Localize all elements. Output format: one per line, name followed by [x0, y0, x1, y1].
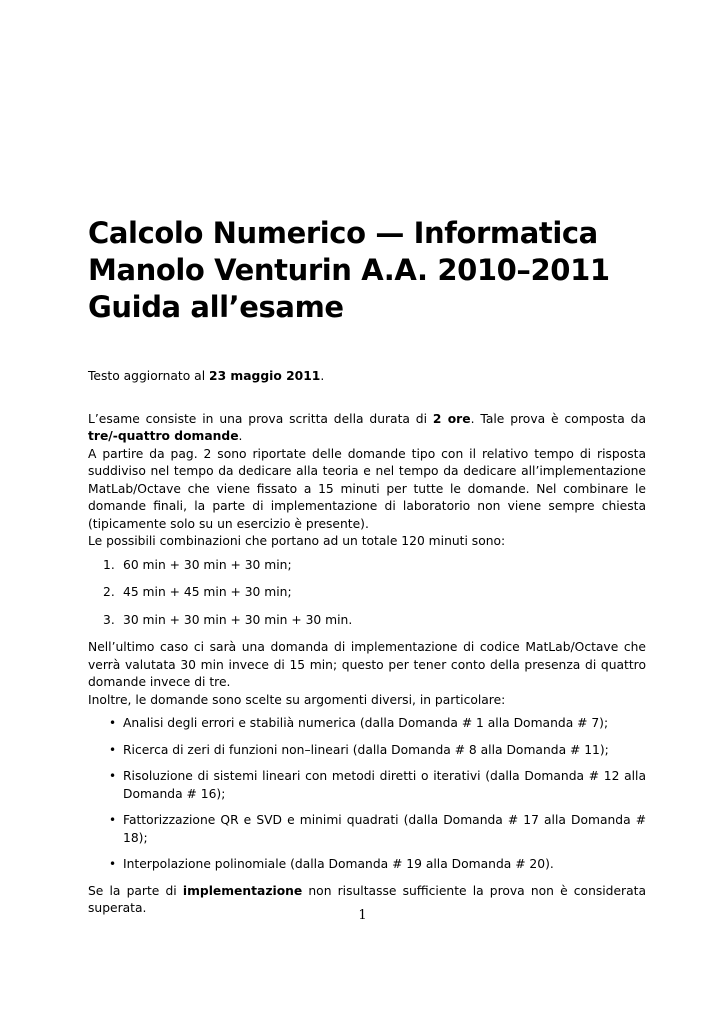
bullet-icon: •: [109, 742, 117, 757]
list-item: • Ricerca di zeri di funzioni non–lineari (dalla Domanda # 8 alla Domanda # 11);: [88, 742, 646, 760]
bullet-icon: •: [109, 769, 117, 783]
document-body: [88, 368, 646, 918]
last-case-paragraph: Nell’ultimo caso ci sarà una domanda di implementazione di codice MatLab/Octave che verrà valutata 30 min invece di 15 min; questo per tener conto della presenza di quattro domande invece di tre.: [88, 640, 646, 689]
list-item: • Fattorizzazione QR e SVD e minimi quadrati (dalla Domanda # 17 alla Domanda # 18);: [109, 813, 646, 845]
combinations-intro: Le possibili combinazioni che portano ad un totale 120 minuti sono:: [88, 534, 506, 548]
updated-note: Testo aggiornato al 23 maggio 2011.: [88, 369, 325, 383]
list-item: 3. 30 min + 30 min + 30 min + 30 min.: [103, 612, 353, 627]
closing-paragraph: Se la parte di implementazione non risultasse sufficiente la prova non è considerata superata.: [88, 883, 647, 915]
list-item: 1. 60 min + 30 min + 30 min;: [103, 557, 292, 572]
document-title: [88, 215, 688, 326]
list-item: 2. 45 min + 45 min + 30 min;: [103, 585, 292, 599]
list-item: • Interpolazione polinomiale (dalla Domanda # 19 alla Domanda # 20).: [88, 856, 646, 874]
updated-date: 23 maggio 2011: [209, 369, 321, 383]
question-count: tre/-quattro domande: [88, 429, 239, 443]
page-number: 1: [358, 908, 367, 923]
bullet-icon: •: [109, 716, 117, 730]
title-line-2: Manolo Venturin A.A. 2010–2011: [88, 253, 610, 287]
implementation-keyword: implementazione: [182, 883, 303, 898]
title-line-3: Guida all’esame: [88, 290, 344, 324]
intro-paragraph: L’esame consiste in una prova scritta della durata di 2 ore. Tale prova è composta da tre/-quattro domande.: [88, 411, 646, 443]
bullet-icon: •: [109, 813, 117, 827]
bullet-icon: •: [109, 857, 117, 871]
list-item: • Risoluzione di sistemi lineari con metodi diretti o iterativi (dalla Domanda # 12 alla Domanda # 16);: [109, 769, 646, 801]
list-item: • Analisi degli errori e stabilià numerica (dalla Domanda # 1 alla Domanda # 7);: [88, 715, 646, 733]
exam-duration: 2 ore: [432, 411, 471, 426]
topics-list: [88, 715, 646, 874]
topics-intro: Inoltre, le domande sono scelte su argomenti diversi, in particolare:: [88, 692, 506, 707]
title-line-1: Calcolo Numerico — Informatica: [88, 216, 598, 250]
combinations-list: [88, 557, 646, 630]
structure-paragraph: A partire da pag. 2 sono riportate delle domande tipo con il relativo tempo di risposta suddiviso nel tempo da dedicare alla teoria e nel tempo da dedicare all’implementazione MatLab/Octave che viene fissato a 15 minuti per tutte le domande. Nel combinare le domande finali, la parte di implementazione di laboratorio non viene sempre chiesta (tipicamente solo su un esercizio è presente).: [88, 446, 646, 531]
